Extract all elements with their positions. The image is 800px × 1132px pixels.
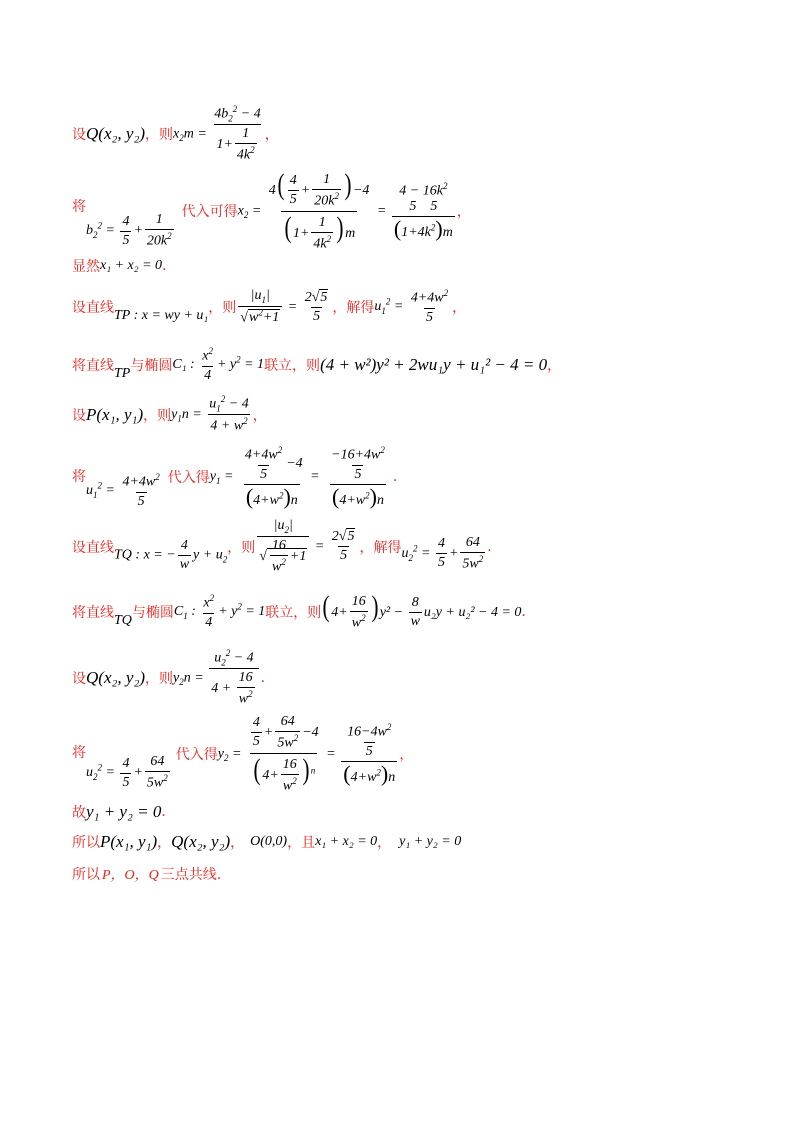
math-x2m: $x_2m$ = $4b_2^2 - 4$ 1+ $\frac{1}{4k^2}$ (173, 104, 261, 164)
math-line-TP: TP : x = wy + u₁ (114, 308, 209, 324)
math-dist-TQ: $|u_2|$ √ $\frac{16}{w^2}$ +1 = $\frac{2√5}{5}$ (259, 518, 355, 575)
text: 设 (72, 671, 86, 688)
math-dist-TP: $\frac{|u_1|}{√w^2+1}$ = $\frac{2√5}{5}$ (240, 288, 328, 326)
line-7 (72, 444, 397, 510)
math-TQ-label: TQ (114, 612, 132, 628)
line-14 (72, 864, 221, 884)
text: ， (547, 357, 562, 374)
math-u2sq-sub: $u_2^2$ = $\frac{4}{5}$ + $\frac{64}{5w^2}$ (86, 754, 168, 791)
line-3 (72, 256, 167, 276)
math-y1-result: $y_1$ = $\frac{4+4w^2}{5}$ −4 $(4+w^2)n$ = $\frac{\frac{-16+4w^2}{5}}{(4+w^2)n}$ (209, 445, 385, 509)
text: 联立，则 (265, 604, 322, 621)
text: ， (452, 300, 467, 317)
text: ，则 (143, 407, 172, 424)
text: ， (252, 407, 267, 424)
TQ-label: TQ (114, 547, 132, 563)
math-y2n: $y_2n$ = $u_2^2 - 4$ 4 + $\frac{16}{w^2}$ (173, 648, 261, 708)
text: 将 (72, 199, 86, 215)
math-y1n: $y_1n$ = $\frac{u_1^2 - 4}{4 + w^2}$ (171, 394, 249, 435)
math-Q-point-2: Q(x₂, y₂) (86, 668, 146, 688)
text: 显然 (72, 259, 100, 275)
line-12 (72, 802, 166, 822)
math-ellipse-2: $C_1$ : $\frac{x^2}{4}$ + $y^2 = 1$ (173, 592, 266, 630)
math-quad-TP: (4 + w²)y² + 2wu₁y + u₁² − 4 = 0 (320, 354, 548, 374)
math-u1sq-sub: $u_1^2$ = $\frac{4+4w^2}{5}$ (86, 472, 160, 509)
text: ，解得 (359, 539, 402, 556)
text: 设直线 (72, 300, 114, 317)
math-y-sum: y₁ + y₂ = 0 (86, 802, 162, 821)
text: 代入得 (167, 469, 210, 486)
text: 将直线 (72, 357, 114, 374)
line-13 (72, 832, 461, 852)
math-Q-point: Q(x₂, y₂) (86, 124, 146, 144)
text: . (161, 804, 166, 820)
math-ellipse: C₁ : $\frac{x^2}{4}$ + $y^2 = 1$ (172, 346, 265, 383)
line-1 (72, 104, 279, 164)
math-P-point-2: P(x₁, y₁) (100, 832, 158, 851)
text: 故 (72, 805, 86, 821)
text: ， (157, 835, 172, 851)
text: ， (456, 204, 471, 221)
text: 将 (72, 469, 86, 485)
text: ，则 (145, 127, 174, 144)
text: ， (264, 127, 279, 144)
math-b2sq: $b_2^2$ = $\frac{4}{5}$ + $\frac{1}{20k^2}$ (86, 212, 172, 249)
text: ， (230, 835, 245, 851)
text: 将 (72, 745, 86, 761)
text: 设 (72, 127, 86, 144)
text: 与椭圆 (130, 357, 173, 374)
ellipse-label: C₁ : (172, 357, 195, 373)
text: 三点共线. (160, 867, 222, 883)
text: . (521, 603, 526, 620)
math-quad-TQ: ( 4+ $\frac{16}{w^2}$ ) y² − $\frac{8}{w}$ u₂y + u₂² − 4 = 0 (322, 590, 522, 631)
text: . (260, 670, 266, 687)
text: ， (377, 835, 392, 851)
text: . (162, 258, 167, 274)
text: 与椭圆 (131, 604, 174, 621)
line-9 (72, 592, 526, 632)
text: . (487, 538, 492, 555)
math-x2-result: $x_2$ = 4( $\frac{4}{5}$ + $\frac{1}{20k^2}$ ) −4 ( 1+ $\frac{1}{4k^2}$ ) m = $4 - 16k^2$ 5 5 $(1+4k^2)m$ (237, 168, 453, 252)
text: 代入得 (175, 747, 218, 764)
line-10 (72, 648, 265, 708)
math-TP-label: TP (114, 365, 131, 381)
text: ，则 (208, 300, 237, 317)
text: 设 (72, 407, 86, 424)
text: . (392, 468, 398, 485)
math-u2sq: $u_2^2$ = $\frac{4}{5}$ + $\frac{64}{5w^2}$ (401, 534, 484, 572)
text: ， (399, 747, 414, 764)
text: 将直线 (72, 604, 114, 621)
line-2 (72, 170, 471, 252)
math-x-sum-2: x₁ + x₂ = 0 (315, 834, 378, 849)
text: 联立，则 (264, 357, 321, 374)
math-line-TQ: TQ : x = − $\frac{4}{w}$ $y + u_2$ (114, 538, 228, 573)
line-11 (72, 714, 413, 794)
line-5 (72, 346, 561, 384)
quad-TQ-tail: y² − (379, 605, 407, 620)
text: 所以 (72, 867, 100, 883)
text: 代入可得 (181, 204, 238, 221)
math-y-sum-2: y₁ + y₂ = 0 (399, 834, 462, 849)
line-8 (72, 518, 492, 575)
text: ，则 (145, 671, 174, 688)
text: 设直线 (72, 539, 114, 556)
math-P-point: P(x₁, y₁) (86, 404, 144, 424)
text: ，且 (287, 835, 316, 851)
line-6 (72, 394, 267, 435)
math-y2-result: $y_2$ = $\frac{4}{5}$ + $\frac{64}{5w^2}$ −4 ( 4+ $\frac{16}{w^2}$ ) $^n$ = $\frac{\frac{16-4w^2}{5}}{(4+w^2)n}$ (217, 714, 396, 794)
math-x-sum: x₁ + x₂ = 0 (100, 258, 163, 273)
math-Q-point-3: Q(x₂, y₂) (171, 832, 231, 851)
text: 所以 (72, 835, 100, 851)
math-u1sq: $u_1^2$ = $\frac{4+4w^2}{5}$ (374, 288, 449, 326)
text: ，解得 (332, 300, 375, 317)
math-origin: O(0,0) (250, 834, 288, 849)
text: ，则 (227, 539, 256, 556)
quad-TQ-tail2: u₂y + u₂² − 4 = 0 (423, 605, 522, 620)
math-points: P，O，Q (102, 868, 159, 883)
line-4 (72, 288, 466, 326)
